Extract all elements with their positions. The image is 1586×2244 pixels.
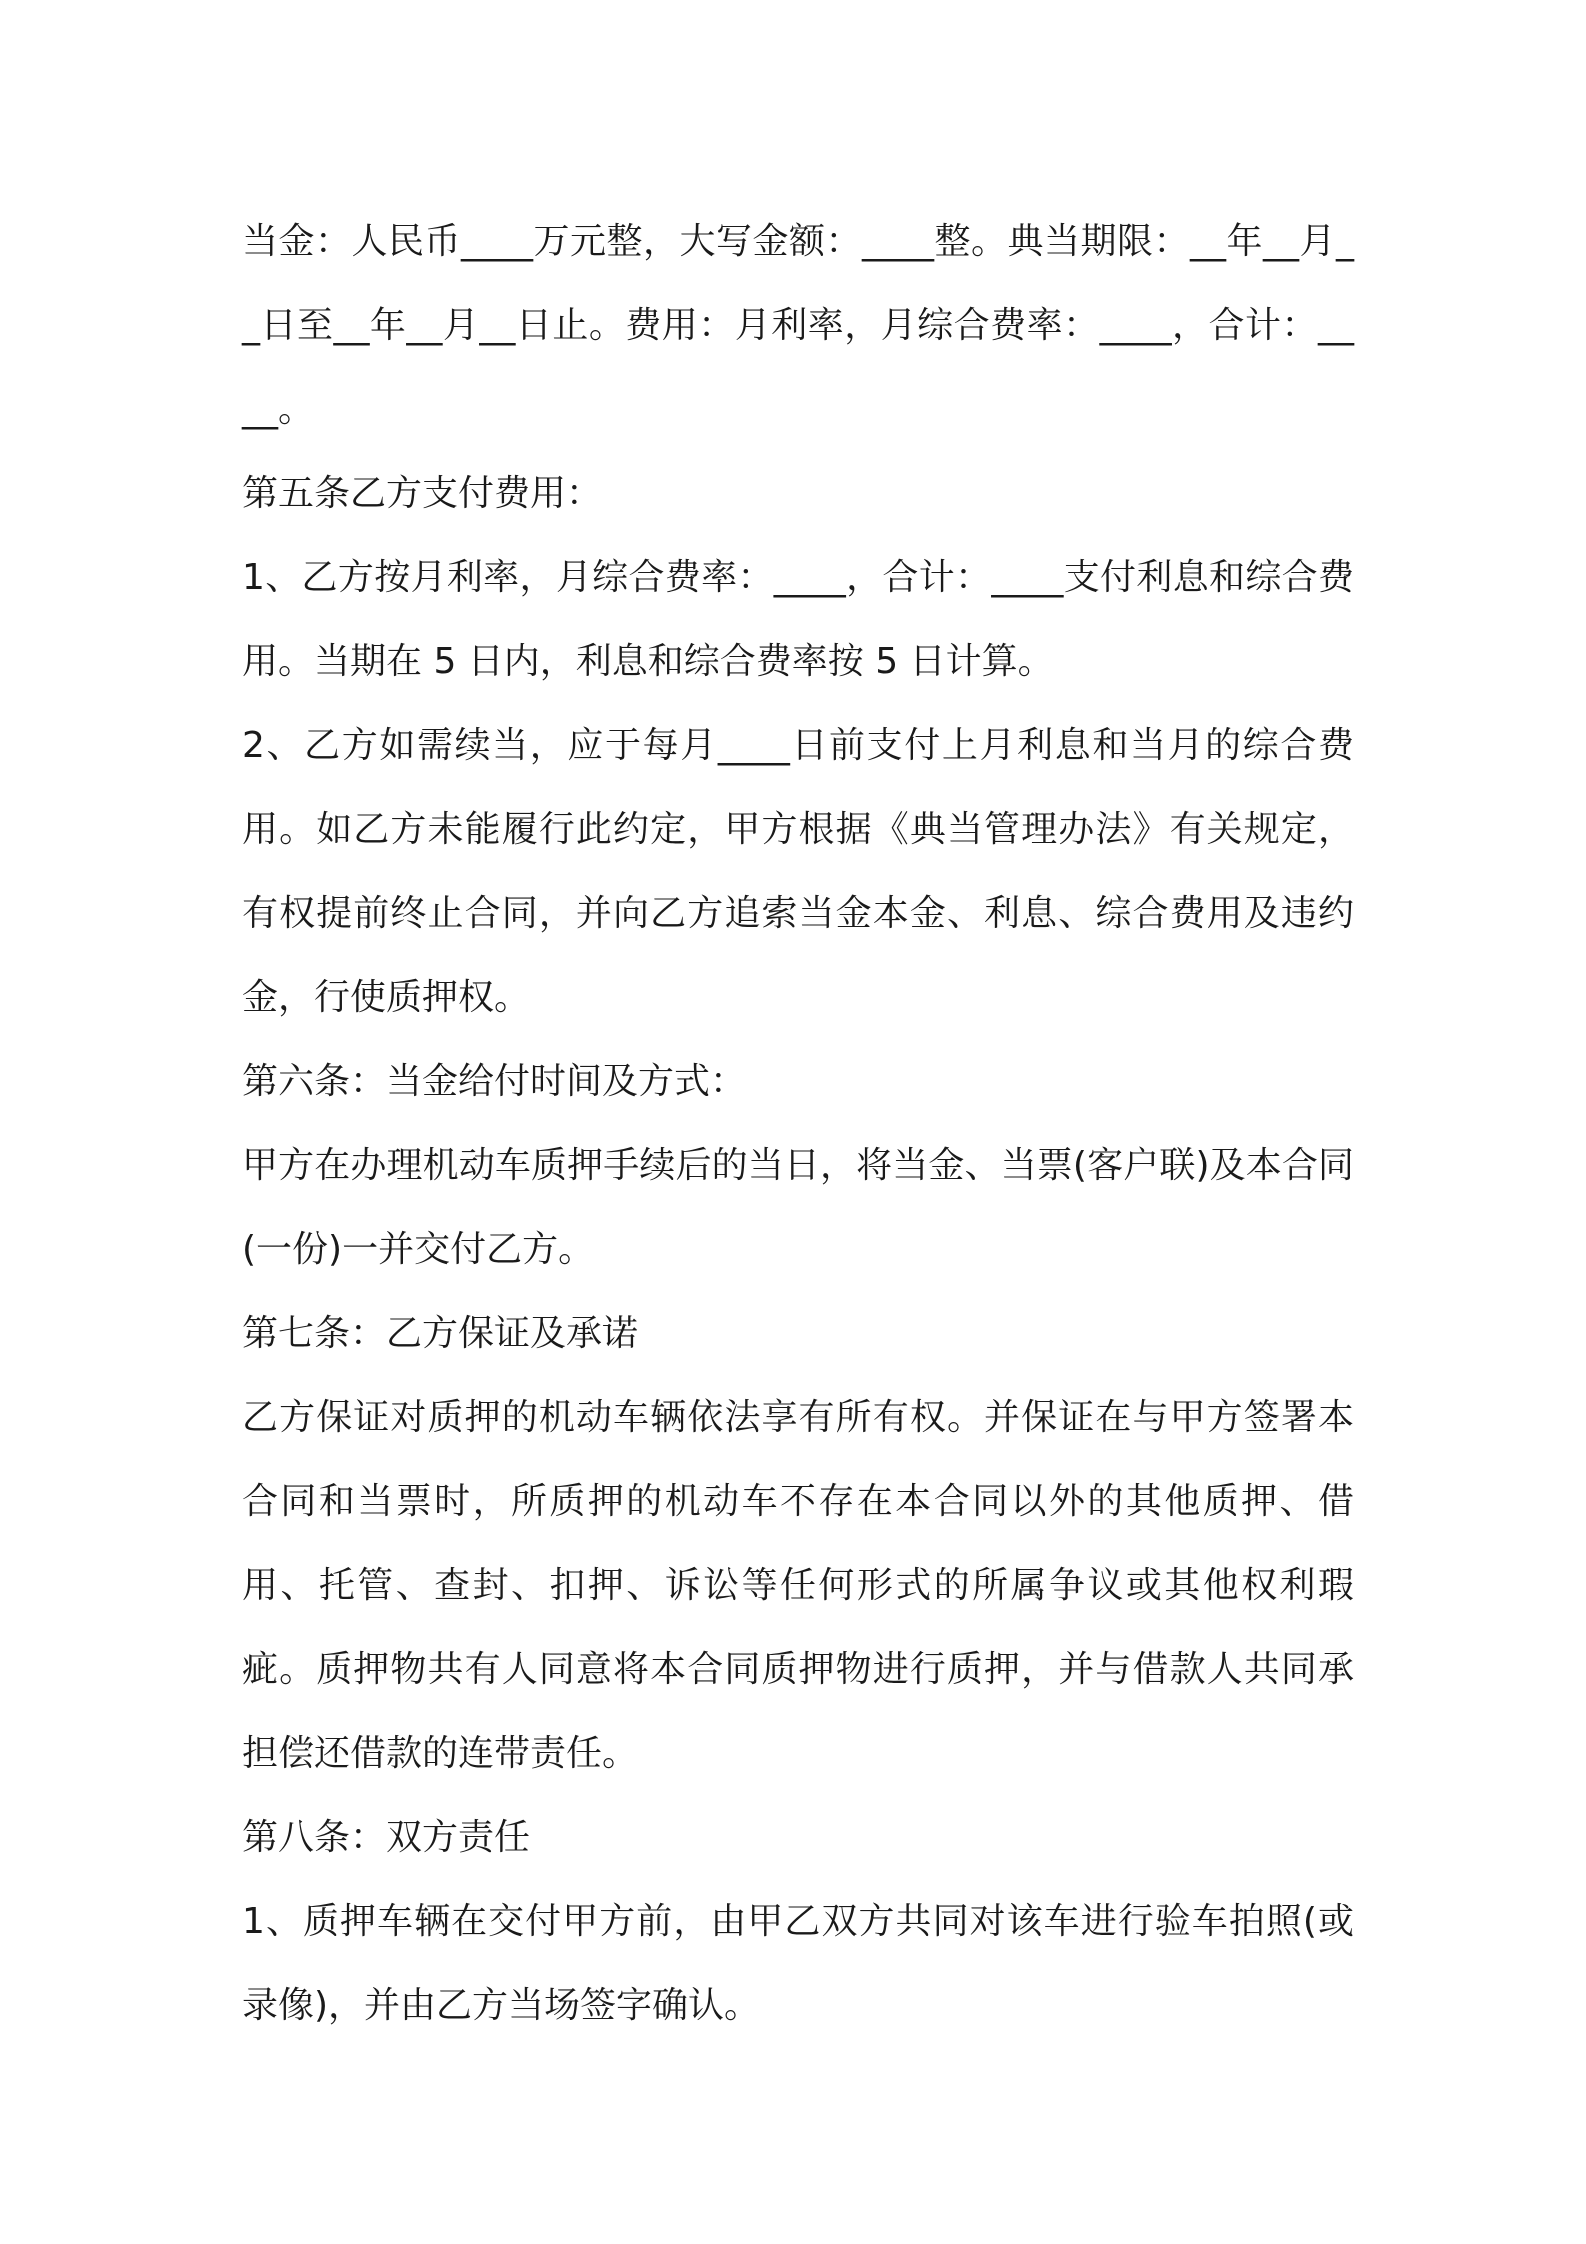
- article-5-clause-1: 1、乙方按月利率，月综合费率：____，合计：____支付利息和综合费用。当期在 5 日内，利息和综合费率按 5 日计算。: [242, 557, 1354, 682]
- document-body: [242, 200, 1354, 2048]
- article-7-heading: 第七条：乙方保证及承诺: [242, 1313, 639, 1354]
- article-5-clause-2: 2、乙方如需续当，应于每月____日前支付上月利息和当月的综合费用。如乙方未能履行此约定，甲方根据《典当管理办法》有关规定，有权提前终止合同，并向乙方追索当金本金、利息、综合费用及违约金，行使质押权。: [242, 725, 1354, 1018]
- pawn-amount-terms-paragraph: 当金：人民币____万元整，大写金额：____整。典当期限：__年__月__日至__年__月__日止。费用：月利率，月综合费率：____，合计：____。: [242, 221, 1354, 430]
- article-6-body: 甲方在办理机动车质押手续后的当日，将当金、当票(客户联)及本合同(一份)一并交付乙方。: [242, 1145, 1354, 1270]
- article-5-heading: 第五条乙方支付费用：: [242, 473, 603, 514]
- article-8-heading: 第八条：双方责任: [242, 1817, 531, 1858]
- article-6-heading: 第六条：当金给付时间及方式：: [242, 1061, 747, 1102]
- article-7-body: 乙方保证对质押的机动车辆依法享有所有权。并保证在与甲方签署本合同和当票时，所质押的机动车不存在本合同以外的其他质押、借用、托管、查封、扣押、诉讼等任何形式的所属争议或其他权利瑕疵。质押物共有人同意将本合同质押物进行质押，并与借款人共同承担偿还借款的连带责任。: [242, 1397, 1354, 1774]
- article-8-clause-1: 1、质押车辆在交付甲方前，由甲乙双方共同对该车进行验车拍照(或录像)，并由乙方当场签字确认。: [242, 1901, 1354, 2026]
